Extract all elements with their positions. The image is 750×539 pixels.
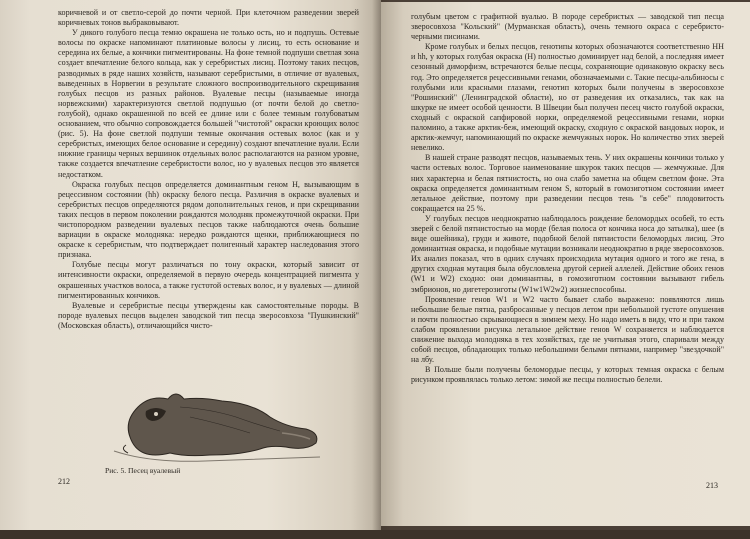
left-paragraph-4: Голубые песцы могут различаться по тону окраски, который зависит от интенсивности окраски, определяемой в первую очередь концентрацией пигмента у окрашенных участков волоса, а также густотой остевых волос, и у вуалевых — длиной пигментированных кончиков. bbox=[58, 260, 360, 300]
left-paragraph-1: коричневой и от светло-серой до почти черной. При клеточном разведении зверей коричневых тонов выбраковывают. bbox=[58, 8, 359, 28]
right-page bbox=[381, 2, 750, 526]
right-paragraph-2: Кроме голубых и белых песцов, генотипы которых обозначаются соответственно HH и hh, у которых голубая окраска (H) полностью доминирует над белой, а последняя имеет сезонный диморфизм, встречаются белые песцы, сохраняющие одинаковую окраску весь год. Это определяется рецессивными генами, обозначаемыми c. Такие песцы-альбиносы с голубыми или красными глазами, генотип которых были получены в зверосовхозе "Рошинский" (Ленинградской области), но от разведения их отказались, так как на шкурке не имеет особой ценности. В Швеции был получен песец чисто голубой окраски, сходный с окраской сапфировой норки, определяемой рецессивными генами, норки паломино, а также арктик-беж, имеющий окраску, сходную с окраской вандовых норок, и арктик-жемчуг, напоминающий по окраске жемчужных норок. Но количество этих зверей невелико. bbox=[411, 42, 724, 153]
fox-illustration bbox=[110, 377, 325, 467]
left-page-number: 212 bbox=[58, 477, 70, 486]
left-paragraph-2: У дикого голубого песца темно окрашена не только ость, но и подпушь. Остевые волосы по окраске напоминают платиновые волосы у лисиц, то есть основание и середина их белые, а кончики пигментированы. На фоне темной подпуши светлая зона создает впечатление белого кольца, как у серебристых лисиц. Поэтому таких песцов, разводимых в ряде наших хозяйств, называют серебристыми, в отличие от вуалевых, выведенных в Норвегии в результате сложного воспроизводительного скрещивания голубых песцов из разных районов. Вуалевые песцы (называемые иногда норвежскими) характеризуются светлой подпушью (от почти белой до светло-голубой), однако окрашенной по всей ее длине или с более темным голубоватым основанием, что обычно сопровождается большей "чистотой" окраски кроющих волос (рис. 5). На фоне светлой подпуши темные окончания остевых волос (как и у серебристых, имеющих белое основание и середину) создают впечатление вуали. Если нижние границы черных вершинок отдельных волос располагаются на разном уровне, также создается впечатление серебристости волос, но у вуалевых песцов это является недостатком. bbox=[58, 28, 359, 179]
table-surface bbox=[0, 530, 750, 539]
right-paragraph-6: В Польше были получены беломордые песцы, у которых темная окраска с белым рисунком проявлялась только летом: зимой же песцы полностью белели. bbox=[411, 365, 724, 385]
figure-caption: Рис. 5. Песец вуалевый bbox=[105, 466, 181, 475]
left-paragraph-3: Окраска голубых песцов определяется доминантным геном H, вызывающим в рецессивном состоянии (hh) окраску белого песца. Различия в окраске вуалевых и серебристых песцов определяются рядом дополнительных генов, и при скрещивании таких песцов в первом поколении рождаются молодняк промежуточной окраски. При чистопородном разведении вуалевых песцов также наблюдаются очень большие вариации в окраске молодняка: нередко рождаются щенки, приближающиеся по окраске к серебристым, что подтверждает полигенный характер наследования этого признака. bbox=[58, 179, 359, 260]
right-page-number: 213 bbox=[706, 481, 718, 490]
left-page bbox=[0, 0, 381, 530]
right-paragraph-4: У голубых песцов неоднократно наблюдалось рождение беломордых особей, то есть зверей с белой пятнистостью на морде (белая полоса от кончика носа до затылка), шее (в виде ошейника), груди и животе, подобной белой пятнистости беломордых лисиц. Это доминантная окраска, и подобные мутации возникали неоднократно в ряде зверосовхозов. Их анализ показал, что в одних случаях происходила мутация одного и того же гена, в других сходная мутация была обусловлена другой серией аллелей. Действие обоих генов (W1 и W2) сходно: они доминантны, в гомозиготном состоянии вызывают гибель эмбрионов, но дигетерозиготы (W1w1W2w2) жизнеспособны. bbox=[411, 213, 724, 294]
right-paragraph-1: голубым цветом с графитной вуалью. В породе серебристых — заводской тип песца зверосовхоза "Кольский" (Мурманская область), очень темного окраса с серебристо-черными писинами. bbox=[411, 12, 724, 42]
left-paragraph-5: Вуалевые и серебристые песцы утверждены как самостоятельные породы. В породе вуалевых песцов выделен заводской тип песца зверосовхоза "Пушкинский" (Московская область), отличающийся чисто- bbox=[58, 300, 359, 330]
right-paragraph-5: Проявление генов W1 и W2 часто бывает слабо выражено: появляются лишь небольшие белые пятна, разбросанные у песцов летом при небольшой густоте опушения и почти полностью скрывающиеся в зимнем меху. Но надо иметь в виду, что и при таком слабом проявлении рисунка летальное действие генов W сохраняется и наблюдается снижение выхода молодняка в тех хозяйствах, где не учитывая этого, спаривали между собой песцов, обладающих только небольшими белыми пятнами, например "звездочкой" на лбу. bbox=[411, 294, 724, 365]
right-paragraph-3: В нашей стране разводят песцов, называемых тень. У них окрашены кончики только у части остевых волос. Торговое наименование шкурок таких песцов — жемчужные. Для них характерна и белая пятнистость, но она слабо заметна на общем светлом фоне. Эта окраска определяется доминантным геном S, который в гомозиготном состоянии имеет летальное действие, поэтому при разведении песцов тень "в себе" плодовитость сокращается на 25 %. bbox=[411, 153, 724, 213]
